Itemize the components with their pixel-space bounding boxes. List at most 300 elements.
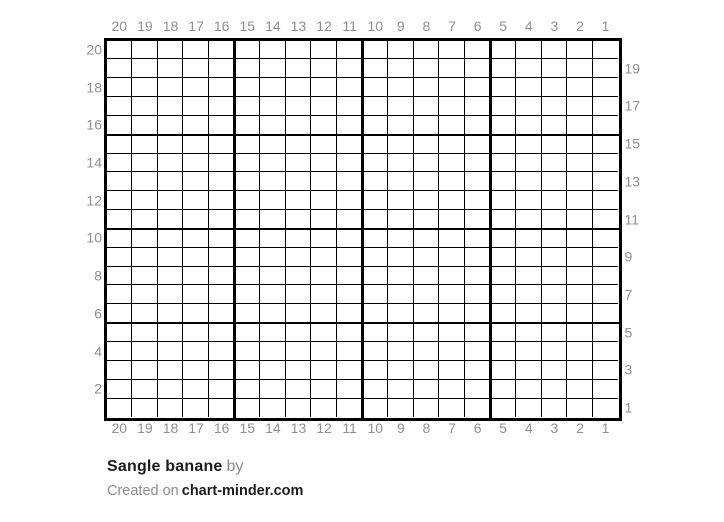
grid-cell [362, 97, 388, 116]
grid-cell [286, 267, 312, 286]
grid-cell [516, 172, 542, 191]
grid-cell [516, 154, 542, 173]
grid-cell [209, 41, 235, 60]
grid-cell [593, 304, 619, 323]
grid-cell [439, 191, 465, 210]
grid-cell [107, 399, 133, 418]
grid-cell [260, 154, 286, 173]
grid-cell [311, 399, 337, 418]
grid-cell [132, 285, 158, 304]
grid-cell [490, 154, 516, 173]
grid-cell [388, 342, 414, 361]
grid-cell [234, 135, 260, 154]
grid-cell [414, 342, 440, 361]
grid-cell [337, 59, 363, 78]
row-label: 4 [94, 343, 102, 360]
grid-cell [362, 323, 388, 342]
grid-cell [490, 342, 516, 361]
grid-cell [209, 361, 235, 380]
column-label: 2 [576, 420, 584, 436]
grid-cell [209, 154, 235, 173]
grid-cell [490, 97, 516, 116]
column-label: 6 [473, 18, 482, 34]
grid-cell [158, 191, 184, 210]
grid-cell [414, 116, 440, 135]
grid-cell [593, 210, 619, 229]
grid-cell [311, 191, 337, 210]
grid-cell [465, 248, 491, 267]
grid-cell [542, 285, 568, 304]
grid-cell [567, 191, 593, 210]
grid-cell [516, 41, 542, 60]
grid-cell [439, 210, 465, 229]
grid-cell [388, 78, 414, 97]
grid-cell [465, 191, 491, 210]
grid-cell [414, 361, 440, 380]
grid-cell [516, 78, 542, 97]
grid-cell [209, 323, 235, 342]
grid-cell [311, 210, 337, 229]
grid-cell [490, 78, 516, 97]
grid-cell [465, 210, 491, 229]
column-label: 8 [422, 420, 431, 436]
grid-cell [132, 380, 158, 399]
grid-cell [490, 248, 516, 267]
grid-cell [158, 323, 184, 342]
grid-cell [132, 248, 158, 267]
grid-cell [260, 116, 286, 135]
column-label: 13 [290, 420, 307, 436]
grid-cell [362, 342, 388, 361]
grid-cell [311, 304, 337, 323]
grid-cell [107, 59, 133, 78]
grid-cell [286, 210, 312, 229]
grid-cell [337, 399, 363, 418]
column-label: 8 [422, 18, 431, 34]
grid-cell [183, 59, 209, 78]
grid-cell [567, 285, 593, 304]
grid-cell [158, 361, 184, 380]
grid-cell [388, 59, 414, 78]
grid-cell [414, 135, 440, 154]
grid-cell [414, 267, 440, 286]
grid-cell [311, 285, 337, 304]
column-label: 14 [265, 18, 281, 34]
grid-cell [337, 361, 363, 380]
row-label: 7 [624, 286, 633, 303]
grid-cell [107, 342, 133, 361]
grid-cell [260, 267, 286, 286]
grid-cell [183, 229, 209, 248]
grid-cell [158, 154, 184, 173]
grid-cell [362, 229, 388, 248]
grid-cell [183, 342, 209, 361]
row-label: 9 [624, 248, 633, 265]
grid-cell [542, 135, 568, 154]
grid-cell [414, 399, 440, 418]
grid-cell [286, 41, 312, 60]
grid-cell [286, 78, 312, 97]
grid-cell [362, 41, 388, 60]
row-label: 15 [624, 135, 641, 152]
grid-cell [465, 97, 491, 116]
grid-cell [234, 248, 260, 267]
grid-cell [388, 191, 414, 210]
grid-cell [158, 285, 184, 304]
grid-cell [414, 78, 440, 97]
grid-cell [132, 154, 158, 173]
grid-cell [260, 342, 286, 361]
column-labels-top [107, 19, 619, 34]
grid-cell [567, 304, 593, 323]
column-label: 3 [550, 18, 559, 34]
grid-cell [234, 97, 260, 116]
grid-cell [542, 399, 568, 418]
grid-cell [234, 41, 260, 60]
column-label: 19 [137, 420, 153, 436]
grid-cell [260, 135, 286, 154]
grid-cell [490, 135, 516, 154]
grid-cell [337, 41, 363, 60]
chart-title: Sangle banane [107, 457, 223, 475]
grid-cell [490, 210, 516, 229]
grid-cell [107, 172, 133, 191]
grid-cell [183, 172, 209, 191]
grid-cell [337, 116, 363, 135]
grid-cell [183, 304, 209, 323]
grid-cell [209, 342, 235, 361]
grid-cell [490, 361, 516, 380]
column-label: 1 [601, 18, 610, 34]
grid-cell [132, 267, 158, 286]
grid-cell [414, 248, 440, 267]
grid-cell [158, 59, 184, 78]
grid-cell [234, 285, 260, 304]
grid-cell [234, 116, 260, 135]
grid-cell [286, 154, 312, 173]
grid-cell [132, 229, 158, 248]
grid-cell [132, 172, 158, 191]
grid-cell [593, 323, 619, 342]
grid-cell [516, 267, 542, 286]
grid-cell [567, 154, 593, 173]
column-label: 12 [316, 420, 332, 436]
grid-cell [567, 135, 593, 154]
grid-cell [542, 210, 568, 229]
grid-cell [209, 267, 235, 286]
grid-cell [414, 191, 440, 210]
grid-cell [107, 97, 133, 116]
grid-cell [183, 285, 209, 304]
grid-cell [337, 191, 363, 210]
grid-cell [337, 135, 363, 154]
grid-cell [516, 361, 542, 380]
grid-cell [388, 210, 414, 229]
grid-cell [516, 97, 542, 116]
grid-cell [362, 191, 388, 210]
grid-cell [388, 116, 414, 135]
grid-cell [439, 135, 465, 154]
grid-cell [337, 78, 363, 97]
grid-cell [260, 399, 286, 418]
grid-cell [132, 78, 158, 97]
grid-cell [439, 342, 465, 361]
column-label: 14 [265, 420, 281, 436]
grid-cell [465, 59, 491, 78]
grid-cell [234, 304, 260, 323]
grid-cell [593, 229, 619, 248]
grid-cell [234, 342, 260, 361]
grid-cell [414, 59, 440, 78]
grid-cell [209, 116, 235, 135]
grid-cell [439, 304, 465, 323]
grid-cell [516, 191, 542, 210]
grid-cell [362, 59, 388, 78]
grid-cell [234, 323, 260, 342]
grid-cell [260, 285, 286, 304]
column-label: 4 [524, 18, 533, 34]
grid-cell [465, 78, 491, 97]
grid-cell [107, 154, 133, 173]
column-label: 19 [137, 18, 153, 34]
grid-cell [234, 172, 260, 191]
grid-cell [107, 267, 133, 286]
grid-cell [158, 135, 184, 154]
column-label: 16 [213, 18, 230, 34]
grid-cell [414, 41, 440, 60]
grid-cell [286, 399, 312, 418]
grid-cell [516, 323, 542, 342]
column-label: 15 [239, 420, 256, 436]
grid-cell [465, 267, 491, 286]
grid-cell [567, 342, 593, 361]
grid-cell [337, 285, 363, 304]
grid-cell [337, 154, 363, 173]
column-label: 15 [239, 18, 256, 34]
grid-cell [209, 399, 235, 418]
grid-cell [183, 191, 209, 210]
grid-cell [311, 135, 337, 154]
grid-cell [183, 380, 209, 399]
grid-cell [132, 135, 158, 154]
grid-cell [567, 172, 593, 191]
grid-cell [107, 41, 133, 60]
grid-cell [286, 361, 312, 380]
grid-cell [542, 116, 568, 135]
grid-cell [516, 229, 542, 248]
grid-cell [567, 361, 593, 380]
grid-cell [465, 361, 491, 380]
grid-cell [234, 380, 260, 399]
row-label: 12 [86, 192, 102, 209]
grid-cell [567, 116, 593, 135]
grid-cell [209, 229, 235, 248]
column-label: 12 [316, 18, 332, 34]
grid-cell [286, 172, 312, 191]
grid-cell [465, 285, 491, 304]
grid-cell [388, 267, 414, 286]
row-label: 3 [624, 361, 633, 378]
grid-cell [593, 78, 619, 97]
grid-cell [516, 116, 542, 135]
column-label: 11 [342, 420, 357, 436]
grid-cell [183, 78, 209, 97]
grid-cell [593, 41, 619, 60]
column-label: 13 [290, 18, 307, 34]
grid-cell [311, 78, 337, 97]
column-label: 20 [111, 18, 128, 34]
grid-cell [234, 78, 260, 97]
grid-cell [337, 210, 363, 229]
grid-cell [183, 323, 209, 342]
grid-cell [362, 172, 388, 191]
credit-site-link[interactable]: chart-minder.com [181, 482, 304, 499]
grid-cell [362, 116, 388, 135]
grid-cell [132, 323, 158, 342]
grid-cell [158, 172, 184, 191]
grid-cell [158, 229, 184, 248]
grid-cell [414, 172, 440, 191]
grid-cell [260, 97, 286, 116]
grid-cell [107, 248, 133, 267]
grid-cell [183, 97, 209, 116]
grid-cell [465, 172, 491, 191]
grid-cell [286, 380, 312, 399]
column-label: 2 [576, 18, 584, 34]
grid-cell [362, 304, 388, 323]
grid-cell [311, 342, 337, 361]
grid-cell [516, 59, 542, 78]
chart-byline: by [226, 457, 244, 475]
grid-cell [388, 248, 414, 267]
grid-cell [593, 135, 619, 154]
row-label: 16 [86, 116, 102, 133]
grid-cell [286, 304, 312, 323]
column-label: 10 [367, 420, 384, 436]
grid-cell [183, 210, 209, 229]
grid-cell [132, 399, 158, 418]
grid-cell [439, 97, 465, 116]
grid-cell [490, 116, 516, 135]
grid-cell [286, 229, 312, 248]
grid-cell [414, 380, 440, 399]
column-label: 9 [396, 420, 405, 436]
grid-cell [414, 229, 440, 248]
grid-cell [260, 210, 286, 229]
grid-cell [286, 135, 312, 154]
grid-cell [542, 191, 568, 210]
column-label: 18 [162, 18, 179, 34]
grid-cell [490, 323, 516, 342]
grid-cell [158, 97, 184, 116]
grid-cell [542, 154, 568, 173]
grid-cell [567, 399, 593, 418]
grid-cell [593, 248, 619, 267]
grid-cell [439, 154, 465, 173]
grid-cell [183, 267, 209, 286]
grid-cell [286, 323, 312, 342]
grid-cell [490, 399, 516, 418]
grid-cell [286, 116, 312, 135]
grid-cell [209, 191, 235, 210]
grid-cell [465, 304, 491, 323]
grid-cell [209, 380, 235, 399]
grid-cell [260, 248, 286, 267]
column-label: 1 [601, 420, 610, 436]
grid-cell [107, 135, 133, 154]
grid-cell [490, 267, 516, 286]
grid-cell [567, 323, 593, 342]
row-labels-right [623, 41, 673, 418]
grid-cell [234, 59, 260, 78]
row-label: 1 [624, 399, 633, 416]
grid-cell [388, 304, 414, 323]
grid-cell [260, 41, 286, 60]
grid-cell [542, 78, 568, 97]
grid-cell [542, 361, 568, 380]
grid-cell [286, 342, 312, 361]
grid-cell [439, 285, 465, 304]
grid-cell [388, 135, 414, 154]
row-label: 14 [86, 154, 102, 171]
grid-cell [337, 248, 363, 267]
grid-cell [234, 191, 260, 210]
grid-cell [337, 342, 363, 361]
grid-cell [593, 116, 619, 135]
grid-cell [158, 399, 184, 418]
grid-cell [107, 304, 133, 323]
grid-cell [260, 78, 286, 97]
grid-cell [107, 380, 133, 399]
grid-cell [311, 323, 337, 342]
grid-cell [516, 135, 542, 154]
grid-cell [286, 285, 312, 304]
grid-cell [414, 210, 440, 229]
grid-cell [132, 210, 158, 229]
grid-cell [516, 380, 542, 399]
grid-cell [388, 41, 414, 60]
grid-cell [542, 267, 568, 286]
grid-cell [311, 59, 337, 78]
column-labels-bottom [107, 421, 619, 436]
grid-cell [183, 154, 209, 173]
grid-cell [388, 154, 414, 173]
grid-cell [107, 191, 133, 210]
grid-cell [439, 267, 465, 286]
grid-cell [311, 267, 337, 286]
grid-cell [209, 304, 235, 323]
grid-cell [107, 285, 133, 304]
grid-cell [311, 380, 337, 399]
grid-cell [260, 361, 286, 380]
grid-cell [567, 248, 593, 267]
grid-cell [465, 399, 491, 418]
grid-cell [542, 342, 568, 361]
grid-cell [311, 229, 337, 248]
grid-cell [209, 248, 235, 267]
grid-cell [337, 229, 363, 248]
grid-cell [311, 41, 337, 60]
grid-cell [183, 361, 209, 380]
row-label: 13 [624, 173, 641, 190]
grid-cell [490, 59, 516, 78]
grid-cell [593, 267, 619, 286]
grid-cell [516, 399, 542, 418]
grid-cell [516, 210, 542, 229]
grid-cell [567, 97, 593, 116]
column-label: 11 [342, 18, 357, 34]
grid-cell [107, 78, 133, 97]
